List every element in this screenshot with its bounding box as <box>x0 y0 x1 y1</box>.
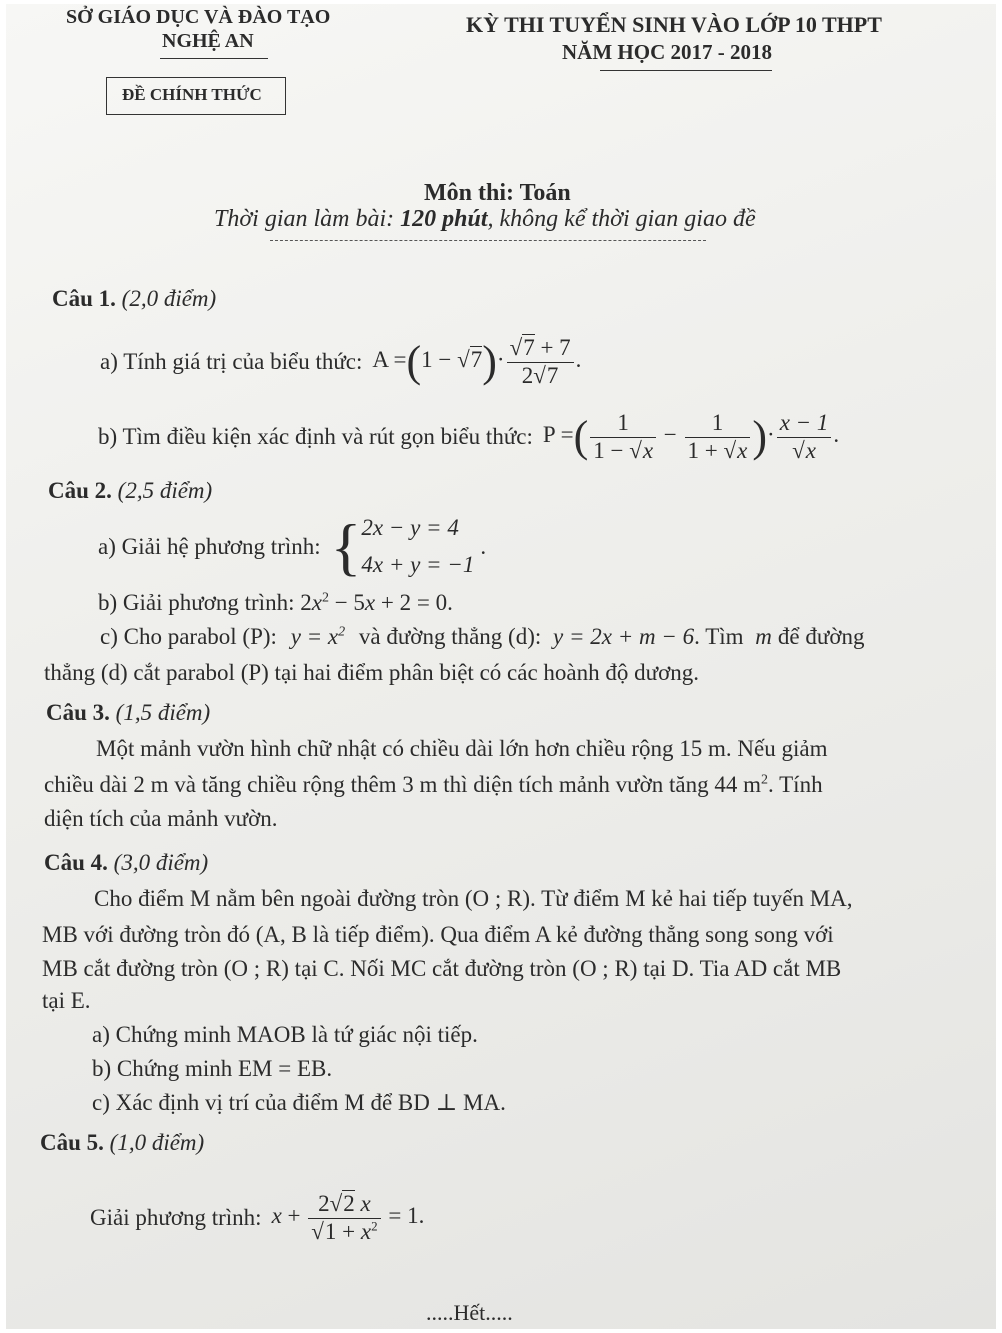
q4-line1: Cho điểm M nằm bên ngoài đường tròn (O ; R). Từ điểm M kẻ hai tiếp tuyến MA, <box>94 886 853 911</box>
q1a-text: a) Tính giá trị của biểu thức: <box>100 349 363 374</box>
q3-line2-b: . Tính <box>768 772 823 797</box>
parabol-equation: $y = x^2$ <box>290 624 346 649</box>
q3-line1: Một mảnh vườn hình chữ nhật có chiều dài lớn hơn chiều rộng 15 m. Nếu giảm <box>96 736 828 761</box>
q2c-text-a: c) Cho parabol (P): <box>100 624 277 649</box>
line-equation: y = 2x + m − 6 <box>553 624 695 649</box>
q2a-text: a) Giải hệ phương trình: <box>98 534 321 559</box>
q3-heading <box>46 700 210 726</box>
q2c-text-b: và đường thẳng (d): <box>358 624 542 649</box>
subject-label: Môn thi: Toán <box>424 180 571 206</box>
department-name: SỞ GIÁO DỤC VÀ ĐÀO TẠO <box>66 6 331 28</box>
q5-text: Giải phương trình: <box>90 1205 262 1230</box>
q4-line4: tại E. <box>42 988 91 1013</box>
q2b-line <box>98 590 453 616</box>
q4-heading <box>44 850 208 876</box>
q5-title: Câu 5. <box>40 1130 104 1155</box>
q3-points: (1,5 điểm) <box>115 700 211 725</box>
school-year: NĂM HỌC 2017 - 2018 <box>562 40 772 64</box>
q2c-line1 <box>100 624 865 650</box>
q4-line3: MB cắt đường tròn (O ; R) tại C. Nối MC cắt đường tròn (O ; R) tại D. Tia AD cắt MB <box>42 956 842 981</box>
official-label: ĐỀ CHÍNH THỨC <box>122 85 262 104</box>
system-eq1: 2x − y = 4 <box>361 515 459 541</box>
q2-points: (2,5 điểm) <box>117 478 213 503</box>
q4-points: (3,0 điểm) <box>113 850 209 875</box>
time-value: 120 phút <box>400 206 488 232</box>
q4c-line: c) Xác định vị trí của điểm M để BD ⊥ MA. <box>92 1090 506 1115</box>
subject-dashed-line <box>270 240 706 241</box>
q1a-line <box>100 330 581 394</box>
q1-heading <box>52 286 216 312</box>
school-year-underline <box>600 70 772 71</box>
province-underline <box>160 58 268 59</box>
exam-title: KỲ THI TUYỂN SINH VÀO LỚP 10 THPT <box>466 12 882 37</box>
end-marker: .....Hết..... <box>426 1300 513 1325</box>
q2b-equation: $2x^2 - 5x + 2 = 0$. <box>300 590 453 615</box>
q1b-expression: P =( $\frac{1}{1 - √x}$ − $\frac{1}{1 + √x}$ )· $\frac{x - 1}{√x}$ . <box>542 410 840 463</box>
q2c-line2: thẳng (d) cắt parabol (P) tại hai điểm phân biệt có các hoành độ dương. <box>44 660 699 685</box>
q3-line2-a: chiều dài 2 m và tăng chiều rộng thêm 3 m thì diện tích mảnh vườn tăng 44 m <box>44 772 762 797</box>
time-info <box>214 206 756 233</box>
q5-equation: x + $\frac{2√2 x}{√1 + x^2}$ = 1. <box>271 1191 425 1244</box>
q2c-text-d: để đường <box>777 624 865 649</box>
q1-title: Câu 1. <box>52 286 116 311</box>
q1-points: (2,0 điểm) <box>121 286 217 311</box>
q4b-line: b) Chứng minh EM = EB. <box>92 1056 333 1081</box>
province-name: NGHỆ AN <box>162 30 254 52</box>
q4-line2: MB với đường tròn đó (A, B là tiếp điểm). Qua điểm A kẻ đường thẳng song song với <box>42 922 834 947</box>
q1a-expression: A =(1 − √7)· $\frac{√7 + 7}{2√7}$ . <box>372 335 582 388</box>
q2c-text-c: . Tìm <box>694 624 744 649</box>
q5-points: (1,0 điểm) <box>109 1130 205 1155</box>
time-suffix: , không kể thời gian giao đề <box>487 206 756 232</box>
q5-line <box>90 1180 424 1256</box>
q2b-text: b) Giải phương trình: <box>98 590 295 615</box>
q4a-line: a) Chứng minh MAOB là tứ giác nội tiếp. <box>92 1022 478 1047</box>
system-brace: { <box>330 511 362 582</box>
q3-title: Câu 3. <box>46 700 110 725</box>
q2-heading <box>48 478 212 504</box>
q4-title: Câu 4. <box>44 850 108 875</box>
q1b-line <box>98 402 839 472</box>
q3-line2: chiều dài 2 m và tăng chiều rộng thêm 3 m thì diện tích mảnh vườn tăng 44 $m^2$. Tính <box>44 772 823 797</box>
q5-heading <box>40 1130 204 1156</box>
system-eq2: 4x + y = −1 <box>361 552 475 577</box>
time-prefix: Thời gian làm bài: <box>214 206 395 232</box>
param-m: m <box>755 624 772 649</box>
q2-title: Câu 2. <box>48 478 112 503</box>
equation-system <box>361 510 474 584</box>
q1b-text: b) Tìm điều kiện xác định và rút gọn biểu thức: <box>98 424 533 449</box>
q3-line3: diện tích của mảnh vườn. <box>44 806 278 831</box>
q2a-line: a) Giải hệ phương trình: { 2x − y = 4 4x + y = −1 . <box>98 511 487 582</box>
